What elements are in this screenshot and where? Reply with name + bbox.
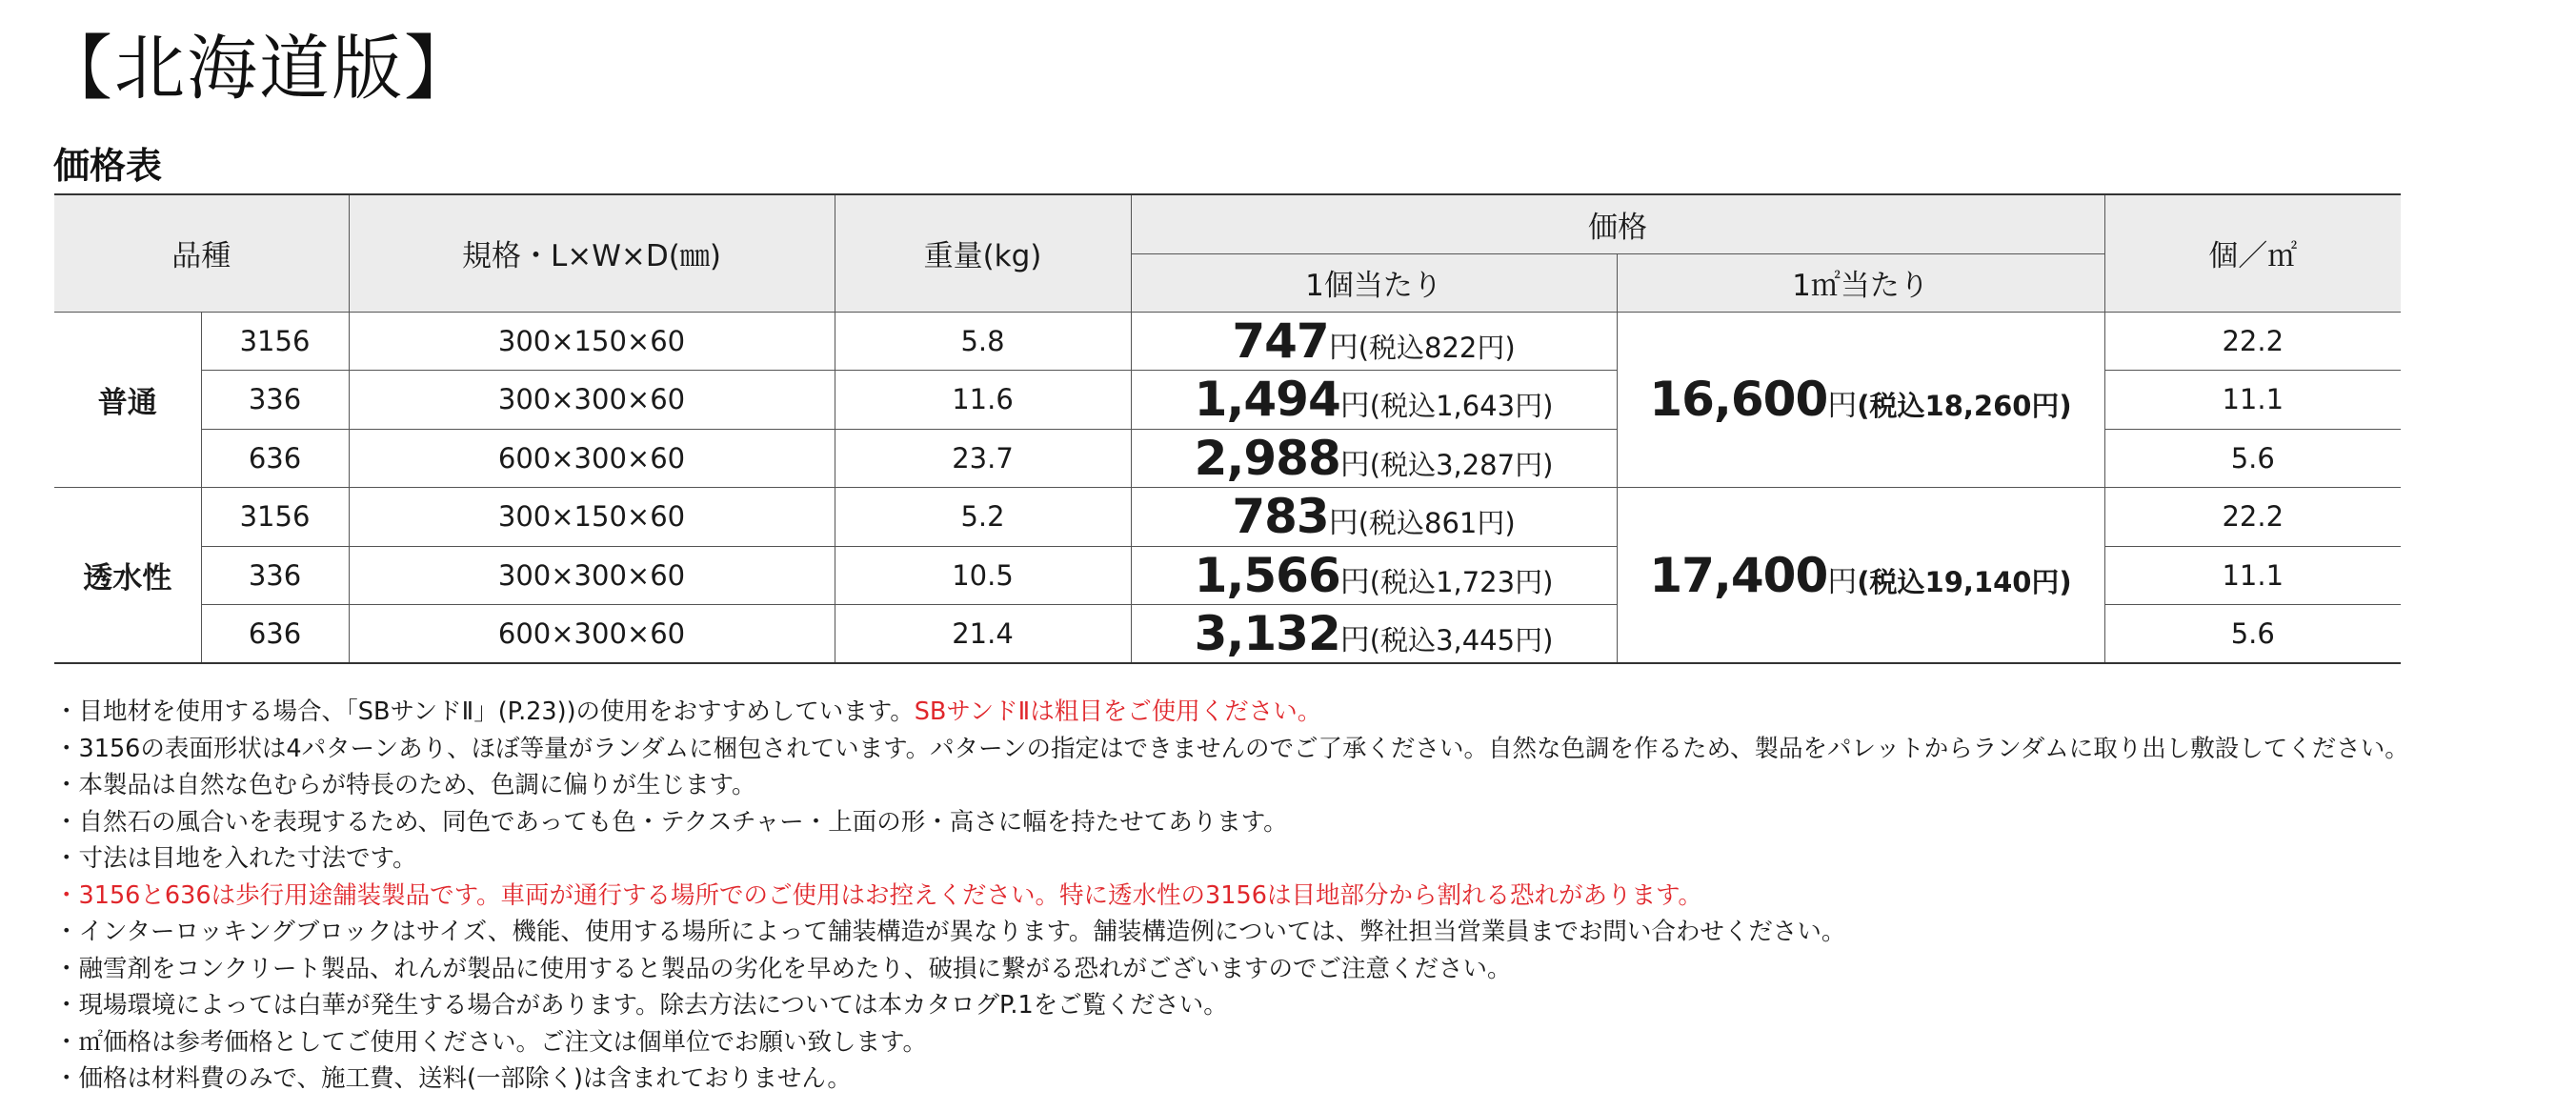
price-tax-included: (税込1,723円)	[1369, 565, 1554, 598]
header-row-1	[54, 194, 2401, 253]
note-item: ・ 寸法は目地を入れた寸法です。	[54, 840, 2409, 878]
per-piece-price-cell	[1131, 546, 1617, 605]
note-item-warning: ・ 3156と636は歩行用途舗装製品です。車両が通行する場所でのご使用はお控えください。特に透水性の3156は目地部分から割れる恐れがあります。	[54, 878, 2409, 915]
price-table-title: 価格表	[53, 145, 163, 187]
note-warning-text: SBサンドⅡは粗目をご使用ください。	[914, 697, 1322, 726]
header-variety: 品種	[54, 194, 349, 312]
group-label-permeable: 透水性	[54, 488, 201, 664]
yen-unit: 円	[1339, 447, 1370, 482]
header-per-piece: 1個当たり	[1131, 253, 1617, 312]
note-item: ・ 本製品は自然な色むらが特長のため、色調に偏りが生じます。	[54, 767, 2409, 804]
yen-unit: 円	[1827, 389, 1858, 424]
product-code: 336	[201, 371, 349, 430]
note-item	[54, 694, 2409, 731]
spec-cell: 300×300×60	[349, 371, 835, 430]
spec-cell: 600×300×60	[349, 605, 835, 664]
header-price: 価格	[1131, 194, 2104, 253]
per-piece-price-cell	[1131, 429, 1617, 488]
price-value: 747	[1232, 313, 1329, 369]
page-title: 【北海道版】	[42, 28, 476, 110]
per-sqm-price-value: 16,600	[1649, 372, 1828, 428]
price-tax-included: (税込822円)	[1358, 331, 1516, 364]
product-code: 3156	[201, 488, 349, 547]
price-tax-included: (税込3,445円)	[1369, 624, 1554, 656]
yen-unit: 円	[1328, 330, 1358, 365]
note-item: ・ ㎡価格は参考価格としてご使用ください。ご注文は個単位でお願い致します。	[54, 1024, 2409, 1061]
pieces-per-sqm-cell: 22.2	[2104, 312, 2401, 371]
yen-unit: 円	[1339, 389, 1370, 424]
per-sqm-price-value: 17,400	[1649, 547, 1828, 603]
spec-cell: 300×150×60	[349, 312, 835, 371]
pieces-per-sqm-cell: 5.6	[2104, 429, 2401, 488]
weight-cell: 5.8	[835, 312, 1131, 371]
per-sqm-tax-included: (税込18,260円)	[1857, 390, 2072, 423]
note-item: ・ インターロッキングブロックはサイズ、機能、使用する場所によって舗装構造が異なります。舗装構造例については、弊社担当営業員までお問い合わせください。	[54, 914, 2409, 951]
per-sqm-tax-included: (税込19,140円)	[1857, 565, 2072, 598]
price-table	[54, 193, 2401, 664]
per-piece-price-cell	[1131, 605, 1617, 664]
header-spec: 規格・L×W×D(㎜)	[349, 194, 835, 312]
price-value: 1,494	[1194, 372, 1340, 428]
product-code: 336	[201, 546, 349, 605]
header-per-sqm: 1㎡当たり	[1617, 253, 2104, 312]
yen-unit: 円	[1339, 623, 1370, 657]
group-label-normal: 普通	[54, 312, 201, 488]
weight-cell: 23.7	[835, 429, 1131, 488]
pieces-per-sqm-cell: 11.1	[2104, 546, 2401, 605]
price-value: 3,132	[1194, 606, 1340, 661]
price-tax-included: (税込861円)	[1358, 507, 1516, 540]
note-item: ・ 現場環境によっては白華が発生する場合があります。除去方法については本カタログP.1をご覧ください。	[54, 987, 2409, 1024]
per-piece-price-cell	[1131, 312, 1617, 371]
note-item: ・ 自然石の風合いを表現するため、同色であっても色・テクスチャー・上面の形・高さに幅を持たせてあります。	[54, 804, 2409, 841]
note-item: ・ 3156の表面形状は4パターンあり、ほぼ等量がランダムに梱包されています。パターンの指定はできませんのでご了承ください。自然な色調を作るため、製品をパレットからランダムに取り出し敷設してください。	[54, 731, 2409, 768]
weight-cell: 10.5	[835, 546, 1131, 605]
product-code: 3156	[201, 312, 349, 371]
price-value: 1,566	[1194, 547, 1340, 603]
table-row	[54, 312, 2401, 371]
per-piece-price-cell	[1131, 371, 1617, 430]
spec-cell: 300×300×60	[349, 546, 835, 605]
pieces-per-sqm-cell: 5.6	[2104, 605, 2401, 664]
weight-cell: 11.6	[835, 371, 1131, 430]
notes-list	[54, 694, 2409, 1098]
table-row	[54, 488, 2401, 547]
weight-cell: 21.4	[835, 605, 1131, 664]
price-tax-included: (税込3,287円)	[1369, 448, 1554, 481]
per-sqm-price-cell	[1617, 312, 2104, 488]
price-value: 2,988	[1194, 430, 1340, 486]
per-piece-price-cell	[1131, 488, 1617, 547]
header-pieces-per-sqm: 個／㎡	[2104, 194, 2401, 312]
header-weight: 重量(kg)	[835, 194, 1131, 312]
pieces-per-sqm-cell: 11.1	[2104, 371, 2401, 430]
note-text: 目地材を使用する場合、「SBサンドⅡ」(P.23))の使用をおすすめしています。	[78, 697, 915, 726]
spec-cell: 300×150×60	[349, 488, 835, 547]
yen-unit: 円	[1339, 564, 1370, 599]
yen-unit: 円	[1827, 564, 1858, 599]
price-tax-included: (税込1,643円)	[1369, 390, 1554, 423]
product-code: 636	[201, 429, 349, 488]
spec-cell: 600×300×60	[349, 429, 835, 488]
note-item: ・ 融雪剤をコンクリート製品、れんが製品に使用すると製品の劣化を早めたり、破損に繋がる恐れがございますのでご注意ください。	[54, 951, 2409, 988]
note-item: ・ 価格は材料費のみで、施工費、送料(一部除く)は含まれておりません。	[54, 1060, 2409, 1098]
weight-cell: 5.2	[835, 488, 1131, 547]
yen-unit: 円	[1328, 506, 1358, 541]
price-value: 783	[1232, 489, 1329, 545]
pieces-per-sqm-cell: 22.2	[2104, 488, 2401, 547]
per-sqm-price-cell	[1617, 488, 2104, 664]
product-code: 636	[201, 605, 349, 664]
